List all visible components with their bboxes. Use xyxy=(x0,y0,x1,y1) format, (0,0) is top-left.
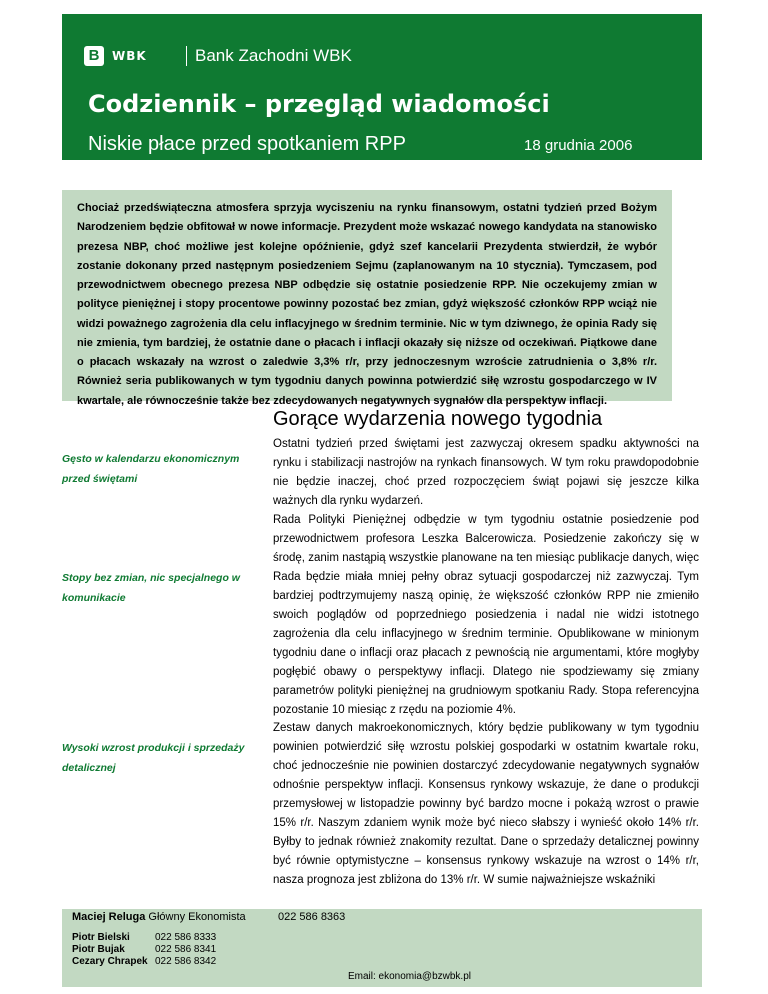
section-heading: Gorące wydarzenia nowego tygodnia xyxy=(273,408,603,430)
side-note-calendar: Gęsto w kalendarzu ekonomicznym przed świętami xyxy=(62,453,240,485)
report-date: 18 grudnia 2006 xyxy=(524,137,633,154)
side-note-rates: Stopy bez zmian, nic specjalnego w komunikacie xyxy=(62,572,240,604)
chief-name: Maciej Reluga xyxy=(72,911,146,923)
contact-email[interactable]: Email: ekonomia@bzwbk.pl xyxy=(348,971,471,982)
team-member-phone: 022 586 8341 xyxy=(155,944,217,955)
summary-box xyxy=(62,190,672,407)
chief-phone: 022 586 8363 xyxy=(278,911,346,923)
bank-name: Bank Zachodni WBK xyxy=(195,46,352,65)
side-note-production: Wysoki wzrost produkcji i sprzedaży detalicznej xyxy=(62,742,245,774)
report-subtitle: Niskie płace przed spotkaniem RPP xyxy=(88,133,406,155)
contact-footer xyxy=(62,909,702,987)
chief-economist xyxy=(72,909,246,925)
team-member-name: Piotr Bujak xyxy=(72,944,125,955)
chief-role: Główny Ekonomista xyxy=(145,911,246,923)
summary-text: Chociaż przedświąteczna atmosfera sprzyja wyciszeniu na rynku finansowym, ostatni tydzień przed Bożym Narodzeniem będzie obfitował w nowe informacje. Prezydent może wskazać nowego kandydata na stanowisko prezesa NBP, choć możliwe jest kolejne opóźnienie, gdyż szef kancelarii Prezydenta stwierdził, że wybór zostanie dokonany przed następnym posiedzeniem Sejmu (zaplanowanym na 10 stycznia). Tymczasem, pod przewodnictwem obecnego prezesa NBP odbędzie się ostatnie posiedzenie RPP. Nie oczekujemy zmian w polityce pieniężnej i stopy procentowe powinny pozostać bez zmian, gdyż większość członków RPP wciąż nie widzi poważnego zagrożenia dla celu inflacyjnego w średnim terminie. Nic w tym dziwnego, że opinia Rady się nie zmienia, tym bardziej, że ostatnie dane o płacach i inflacji okazały się niższe od oczekiwań. Piątkowe dane o płacach wskazały na wzrost o zaledwie 3,3% r/r, przy jednoczesnym wzroście zatrudnienia o 3,8% r/r. Również seria publikowanych w tym tygodniu danych powinna potwierdzić siłę wzrostu gospodarczego w IV kwartale, ale równocześnie także bez zdecydowanych negatywnych sygnałów dla perspektyw inflacji. xyxy=(77,202,657,407)
report-title: Codziennik – przegląd wiadomości xyxy=(88,90,550,118)
logo-divider xyxy=(186,46,187,66)
bank-logo-wordmark: WBK xyxy=(112,49,147,63)
paragraph-rates: Rada Polityki Pieniężnej odbędzie w tym tygodniu ostatnie posiedzenie pod przewodnictwem profesora Leszka Balcerowicza. Posiedzenie zakończy się w środę, zanim nastąpią wszystkie planowane na ten miesiąc publikacje danych, więc Rada będzie miała mniej pełny obraz sytuacji gospodarczej niż zazwyczaj. Tym bardziej podtrzymujemy naszą opinię, że większość członków RPP nie zmieniło swoich poglądów od poprzedniego posiedzenia i nadal nie widzi istotnego zagrożenia dla celu inflacyjnego w średnim terminie. Opublikowane w minionym tygodniu dane o inflacji oraz płacach z pewnością nie argumentami, które mogłyby pogłębić obawy o perspektywy inflacji. Dlatego nie spodziewamy się zmiany parametrów polityki pieniężnej na grudniowym spotkaniu Rady. Stopa referencyjna pozostanie 10 miesiąc z rzędu na poziomie 4%. xyxy=(273,514,699,716)
bank-logo-icon: B xyxy=(84,46,104,66)
paragraph-calendar: Ostatni tydzień przed świętami jest zazwyczaj okresem spadku aktywności na rynku i stabilizacji nastrojów na rynkach finansowych. W tym roku prawdopodobnie nie będzie inaczej, choć przed rozpoczęciem świąt pojawi się jeszcze kilka ważnych dla rynku wydarzeń. xyxy=(273,438,699,507)
team-member-phone: 022 586 8333 xyxy=(155,932,217,943)
paragraph-production: Zestaw danych makroekonomicznych, który będzie publikowany w tym tygodniu powinien potwierdzić siłę wzrostu polskiej gospodarki w ostatnim kwartale roku, choć jednocześnie nie powinien dostarczyć zdecydowanie negatywnych sygnałów odnośnie perspektyw inflacji. Konsensus rynkowy wskazuje, że dane o produkcji przemysłowej w listopadzie powinny być bardzo mocne i pokażą wzrost o prawie 15% r/r. Naszym zdaniem wynik może być nieco słabszy i wynieść około 14% r/r. Byłby to jednak również znakomity rezultat. Dane o sprzedaży detalicznej powinny być równie optymistyczne – konsensus rynkowy wskazuje na wzrost o 14% r/r, nasza prognoza jest zbliżona do 13% r/r. W sumie najważniejsze wskaźniki xyxy=(273,722,699,886)
report-header xyxy=(62,14,702,160)
team-member-name: Cezary Chrapek xyxy=(72,956,148,967)
team-member-name: Piotr Bielski xyxy=(72,932,130,943)
team-member-phone: 022 586 8342 xyxy=(155,956,217,967)
